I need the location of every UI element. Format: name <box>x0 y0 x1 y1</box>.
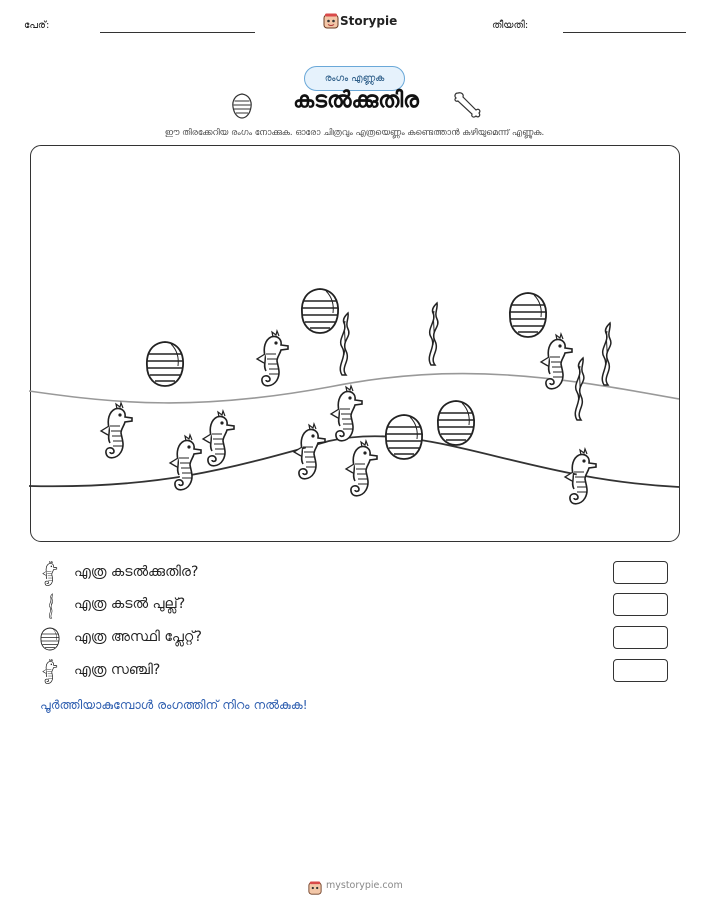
question-row <box>40 626 680 652</box>
question-row <box>40 593 680 619</box>
seagrass <box>341 313 350 375</box>
storypie-logo-icon <box>308 880 322 894</box>
seagrass <box>576 358 585 420</box>
brand-name: Storypie <box>340 14 398 28</box>
seahorse <box>294 424 325 479</box>
instructions: ഈ തിരക്കേറിയ രംഗം നോക്കുക. ഓരോ ചിത്രവും എത്രയെണ്ണം കണ്ടെത്താൻ കഴിയുമെന്ന് എണ്ണുക. <box>164 128 545 138</box>
question-row <box>40 561 680 587</box>
page-title: കടൽക്കുതിര <box>293 88 419 113</box>
question-text: എത്ര അസ്ഥി പ്ലേറ്റ്? <box>74 629 202 645</box>
answer-box[interactable] <box>613 593 668 616</box>
scene <box>29 144 679 541</box>
bony-plate-icon <box>231 92 253 120</box>
seahorse <box>257 331 288 386</box>
footer-url[interactable]: mystorypie.com <box>326 880 403 891</box>
seahorse-pouch-icon <box>40 659 60 685</box>
seahorse <box>170 435 201 490</box>
question-text: എത്ര കടൽക്കുതിര? <box>74 564 199 580</box>
bony-plate <box>438 401 474 445</box>
seahorse <box>331 386 362 441</box>
seagrass-icon <box>40 593 60 619</box>
coloring-note: പൂർത്തിയാകുമ്പോൾ രംഗത്തിന് നിറം നൽകുക! <box>40 697 308 712</box>
name-line[interactable] <box>100 32 255 33</box>
bony-plate-icon <box>40 626 60 652</box>
bony-plate <box>147 342 183 386</box>
date-line[interactable] <box>563 32 686 33</box>
storypie-logo-icon <box>323 13 339 29</box>
seagrass <box>603 323 612 385</box>
bone-icon <box>452 90 482 120</box>
answer-box[interactable] <box>613 561 668 584</box>
question-text: എത്ര സഞ്ചി? <box>74 662 161 678</box>
date-label: തീയതി: <box>492 20 529 31</box>
seahorse-icon <box>40 561 60 587</box>
seahorse <box>101 403 132 458</box>
name-label: പേര്: <box>24 20 50 31</box>
answer-box[interactable] <box>613 626 668 649</box>
seahorse <box>203 411 234 466</box>
answer-box[interactable] <box>613 659 668 682</box>
bony-plate <box>386 415 422 459</box>
bony-plate <box>302 289 338 333</box>
activity-badge: രംഗം എണ്ണുക <box>304 66 405 91</box>
question-text: എത്ര കടൽ പുല്ല്? <box>74 596 186 612</box>
scene-frame <box>30 145 680 542</box>
bony-plate <box>510 293 546 337</box>
seagrass <box>430 303 439 365</box>
question-row <box>40 659 680 685</box>
seahorse <box>346 441 377 496</box>
